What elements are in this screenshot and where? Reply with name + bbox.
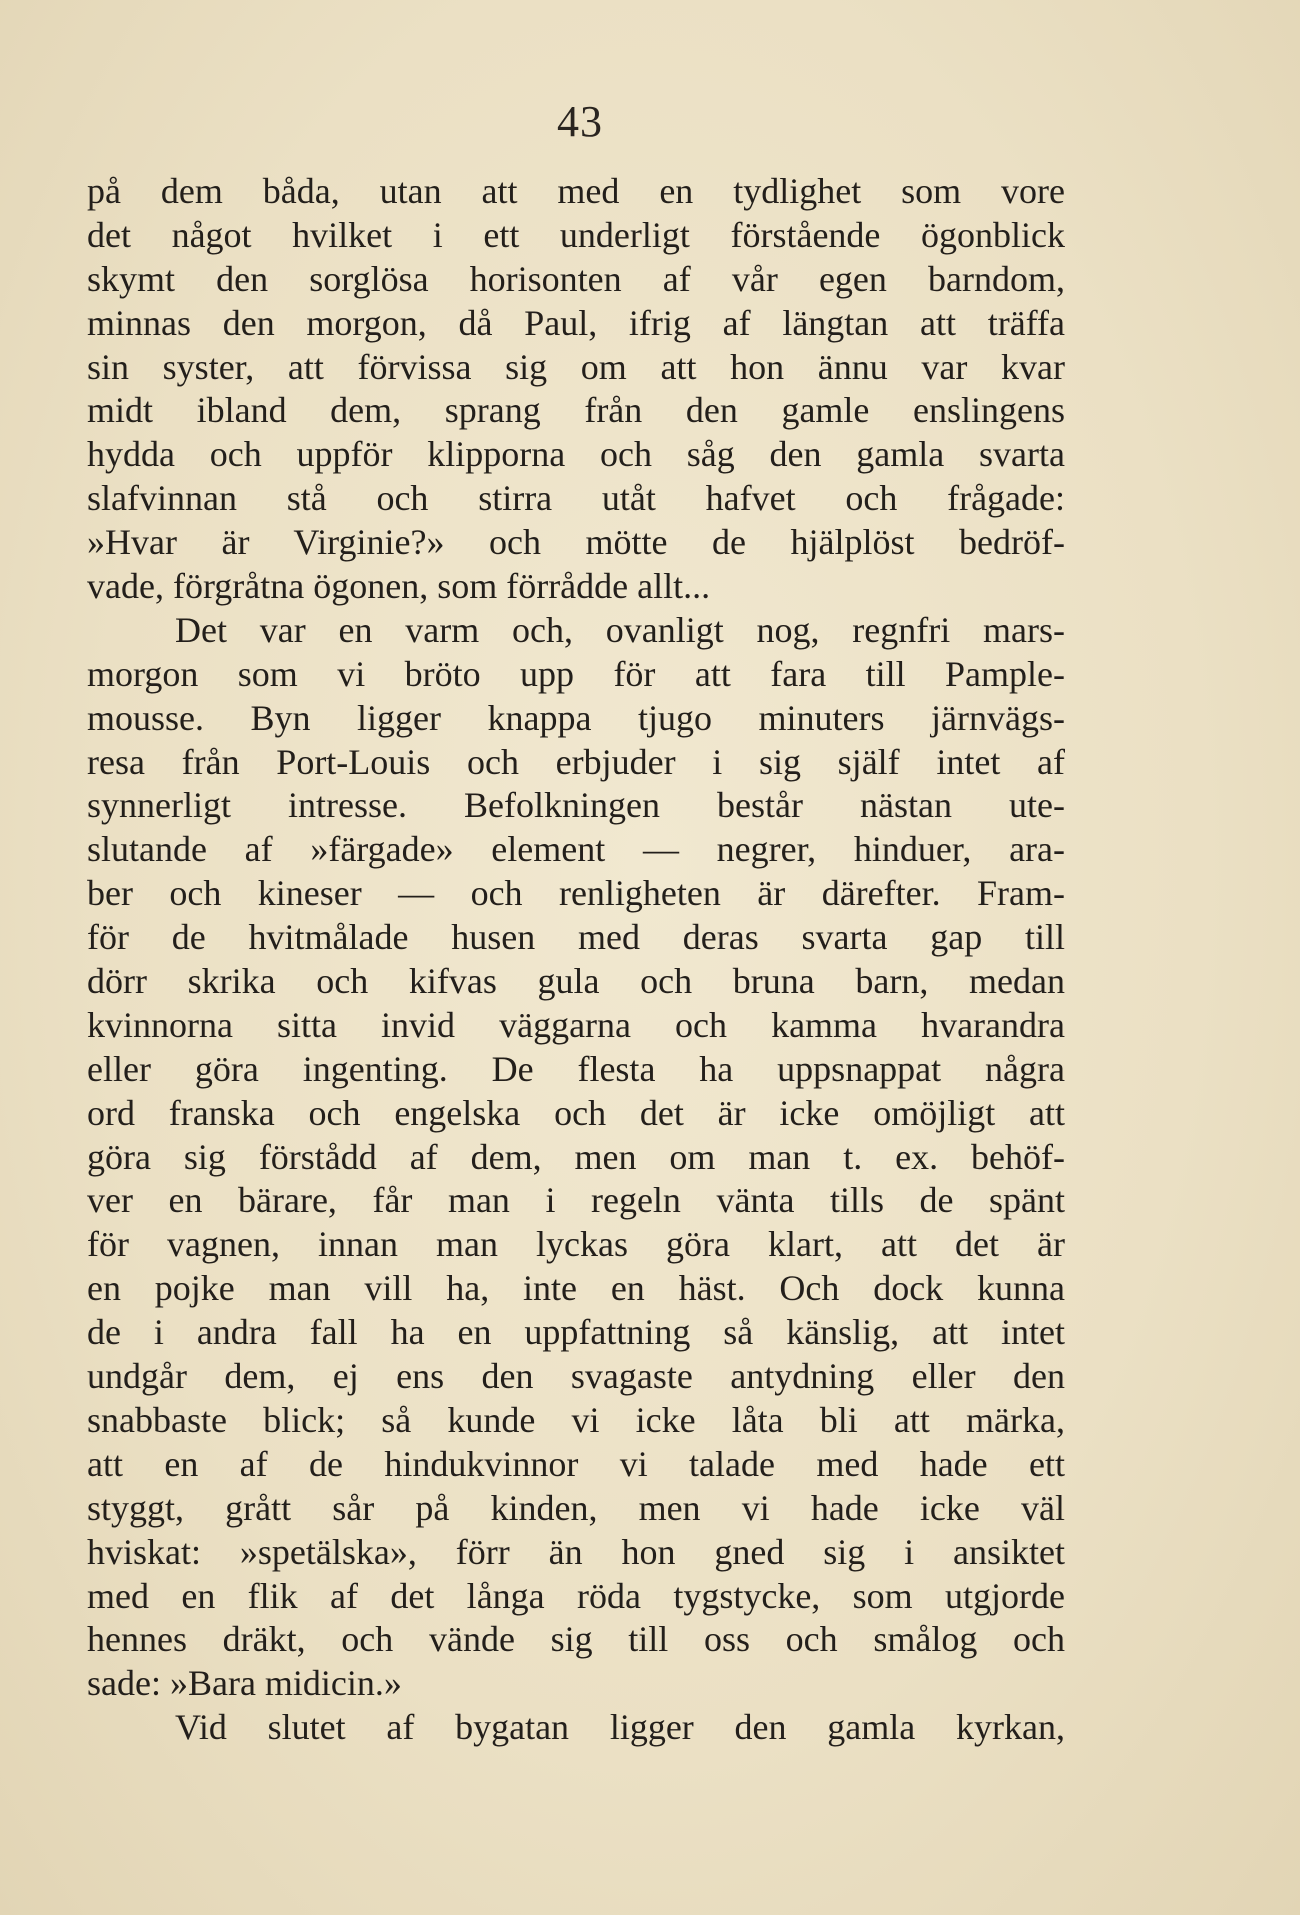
text-line: hviskat: »spetälska», förr än hon gned sig i ansiktet [87, 1531, 1065, 1572]
text-line: sade: »Bara midicin.» [87, 1663, 402, 1704]
text-line: ver en bärare, får man i regeln vänta tills de spänt [87, 1180, 1065, 1221]
text-line: med en flik af det långa röda tygstycke, som utgjorde [87, 1575, 1065, 1616]
text-line: sin syster, att förvissa sig om att hon ännu var kvar [87, 346, 1065, 387]
text-line: ber och kineser — och renligheten är därefter. Fram- [87, 873, 1065, 914]
text-line: skymt den sorglösa horisonten af vår egen barndom, [87, 258, 1065, 299]
text-line: att en af de hindukvinnor vi talade med hade ett [87, 1443, 1065, 1484]
text-line: en pojke man vill ha, inte en häst. Och dock kunna [87, 1268, 1065, 1309]
text-line: Det var en varm och, ovanligt nog, regnfri mars- [175, 609, 1065, 650]
text-line: för de hvitmålade husen med deras svarta gap till [87, 917, 1065, 958]
text-line: snabbaste blick; så kunde vi icke låta bli att märka, [87, 1399, 1065, 1440]
text-line: midt ibland dem, sprang från den gamle enslingens [87, 390, 1065, 431]
text-line: »Hvar är Virginie?» och mötte de hjälplöst bedröf- [87, 522, 1065, 563]
text-line: på dem båda, utan att med en tydlighet som vore [87, 171, 1065, 211]
text-line: synnerligt intresse. Befolkningen består nästan ute- [87, 785, 1065, 826]
text-line: morgon som vi bröto upp för att fara till Pample- [87, 653, 1065, 694]
text-line: för vagnen, innan man lyckas göra klart, att det är [87, 1224, 1065, 1265]
text-line: dörr skrika och kifvas gula och bruna barn, medan [87, 961, 1065, 1002]
page-number: 43 [557, 97, 603, 146]
text-line: göra sig förstådd af dem, men om man t. ex. behöf- [87, 1136, 1065, 1177]
text-line: minnas den morgon, då Paul, ifrig af längtan att träffa [87, 302, 1065, 343]
text-line: hydda och uppför klipporna och såg den gamla svarta [87, 434, 1065, 475]
text-line: eller göra ingenting. De flesta ha uppsnappat några [87, 1048, 1065, 1089]
text-line: de i andra fall ha en uppfattning så känslig, att intet [87, 1312, 1065, 1353]
text-line: det något hvilket i ett underligt förstående ögonblick [87, 214, 1065, 255]
text-line: mousse. Byn ligger knappa tjugo minuters järnvägs- [87, 697, 1065, 738]
text-line: resa från Port-Louis och erbjuder i sig själf intet af [87, 741, 1065, 782]
body-text [87, 170, 1065, 1750]
text-line: vade, förgråtna ögonen, som förrådde allt... [87, 566, 711, 607]
text-line: slutande af »färgade» element — negrer, hinduer, ara- [87, 829, 1065, 870]
text-line: styggt, grått sår på kinden, men vi hade icke väl [87, 1487, 1065, 1528]
text-line: kvinnorna sitta invid väggarna och kamma hvarandra [87, 1004, 1065, 1045]
text-line: ord franska och engelska och det är icke omöjligt att [87, 1092, 1065, 1133]
text-line: undgår dem, ej ens den svagaste antydning eller den [87, 1356, 1065, 1397]
text-line: hennes dräkt, och vände sig till oss och smålog och [87, 1619, 1065, 1660]
text-line: Vid slutet af bygatan ligger den gamla kyrkan, [175, 1707, 1065, 1748]
text-line: slafvinnan stå och stirra utåt hafvet och frågade: [87, 478, 1065, 519]
